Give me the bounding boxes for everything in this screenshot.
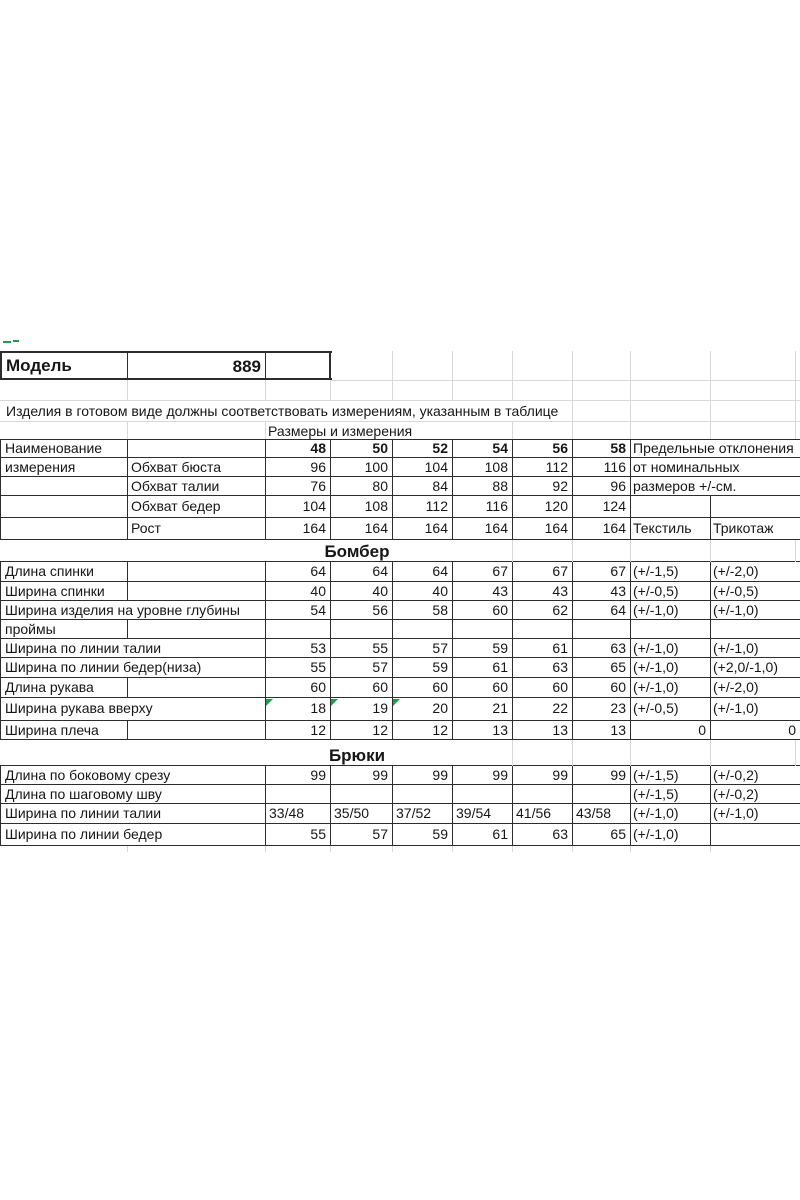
gridline	[127, 846, 128, 852]
value-cell[interactable]: 20	[432, 700, 448, 716]
gridline	[127, 380, 128, 400]
size-column-header[interactable]: 48	[310, 440, 326, 456]
value-cell[interactable]: 12	[372, 722, 388, 738]
value-cell[interactable]: 60	[372, 679, 388, 695]
gridline	[265, 846, 266, 852]
value-cell[interactable]: 164	[484, 520, 508, 536]
measure-label[interactable]: Длина по шаговому шву	[5, 786, 162, 802]
tolerance-cell[interactable]: 0	[698, 722, 706, 738]
value-cell[interactable]: 39/54	[456, 805, 492, 821]
measure-label[interactable]: Ширина по линии талии	[5, 640, 162, 656]
border-line	[127, 678, 128, 698]
tolerance-cell[interactable]: (+/-1,0)	[633, 640, 679, 656]
value-cell[interactable]: 99	[432, 767, 448, 783]
gridline	[795, 740, 796, 766]
value-cell[interactable]: 19	[372, 700, 388, 716]
value-cell[interactable]: 164	[424, 520, 448, 536]
gridline	[452, 846, 453, 852]
value-cell[interactable]: 40	[310, 583, 326, 599]
border-line	[710, 496, 711, 540]
value-cell[interactable]: 84	[432, 478, 448, 494]
value-cell[interactable]: 164	[364, 520, 388, 536]
gridline	[512, 351, 513, 400]
value-cell[interactable]: 55	[372, 640, 388, 656]
tolerance-cell[interactable]: (+/-1,0)	[633, 602, 679, 618]
value-cell[interactable]: 57	[432, 640, 448, 656]
border-line	[0, 845, 800, 846]
border-line	[0, 539, 800, 540]
tolerance-cell[interactable]: (+/-1,0)	[713, 640, 759, 656]
textile-header[interactable]: Текстиль	[633, 520, 692, 536]
value-cell[interactable]: 116	[603, 459, 626, 475]
measure-label[interactable]: Длина спинки	[5, 563, 94, 579]
value-cell[interactable]: 59	[432, 826, 448, 842]
gridline	[330, 846, 331, 852]
gridline	[710, 540, 711, 562]
section-title-bryuki[interactable]: Брюки	[328, 746, 386, 765]
value-cell[interactable]: 96	[610, 478, 626, 494]
green-corner-mark	[13, 340, 19, 342]
value-cell[interactable]: 53	[310, 640, 326, 656]
measure-label[interactable]: Ширина спинки	[5, 583, 105, 599]
tolerance-cell[interactable]: (+/-1,0)	[713, 805, 759, 821]
measure-label[interactable]: Ширина по линии бедер(низа)	[5, 659, 202, 675]
value-cell[interactable]: 55	[310, 659, 326, 675]
border-line	[0, 351, 2, 380]
tolerance-cell[interactable]: (+/-1,0)	[633, 659, 679, 675]
gridline	[330, 380, 800, 381]
value-cell[interactable]: 67	[552, 563, 568, 579]
value-cell[interactable]: 40	[432, 583, 448, 599]
value-cell[interactable]: 18	[310, 700, 326, 716]
tolerance-cell[interactable]: (+/-1,0)	[633, 805, 679, 821]
size-column-header[interactable]: 54	[492, 440, 508, 456]
gridline	[795, 540, 796, 562]
value-cell[interactable]: 80	[372, 478, 388, 494]
cell-note-marker-icon	[266, 699, 273, 706]
value-cell[interactable]: 60	[492, 679, 508, 695]
model-value-cell[interactable]: 889	[232, 357, 261, 376]
border-line	[265, 351, 266, 380]
value-cell[interactable]: 63	[552, 826, 568, 842]
gridline	[795, 351, 796, 439]
value-cell[interactable]: 59	[492, 640, 508, 656]
tolerance-cell[interactable]: (+/-0,2)	[713, 786, 759, 802]
value-cell[interactable]: 59	[432, 659, 448, 675]
border-line	[127, 351, 128, 380]
measure-label[interactable]: Ширина плеча	[5, 722, 99, 738]
tolerance-cell[interactable]: (+/-0,2)	[713, 767, 759, 783]
value-cell[interactable]: 164	[302, 520, 326, 536]
tolerance-cell[interactable]: (+/-2,0)	[713, 563, 759, 579]
border-line	[0, 739, 800, 740]
table-subtitle[interactable]: Размеры и измерения	[268, 423, 413, 439]
gridline	[572, 846, 573, 852]
value-cell[interactable]: 120	[544, 498, 568, 514]
border-line	[630, 439, 631, 540]
model-label-cell[interactable]: Модель	[6, 356, 72, 375]
value-cell[interactable]: 108	[364, 498, 388, 514]
cell-note-marker-icon	[393, 699, 400, 706]
gridline	[572, 740, 573, 766]
tolerance-cell[interactable]: (+/-0,5)	[633, 583, 679, 599]
border-line	[0, 378, 332, 380]
tolerance-cell[interactable]: (+/-2,0)	[713, 679, 759, 695]
value-cell[interactable]: 43	[492, 583, 508, 599]
measure-label[interactable]: Длина по боковому срезу	[5, 767, 171, 783]
border-line	[127, 439, 128, 540]
value-cell[interactable]: 61	[552, 640, 568, 656]
value-cell[interactable]: 12	[310, 722, 326, 738]
value-cell[interactable]: 116	[485, 498, 508, 514]
value-cell[interactable]: 54	[310, 602, 326, 618]
border-line	[0, 562, 1, 740]
measure-label[interactable]: Ширина по линии талии	[5, 805, 162, 821]
border-line	[127, 721, 128, 740]
value-cell[interactable]: 13	[492, 722, 508, 738]
value-cell[interactable]: 112	[425, 498, 448, 514]
value-cell[interactable]: 55	[310, 826, 326, 842]
value-cell[interactable]: 37/52	[396, 805, 432, 821]
measure-label[interactable]: проймы	[5, 621, 56, 637]
value-cell[interactable]: 60	[552, 679, 568, 695]
value-cell[interactable]: 60	[310, 679, 326, 695]
gridline	[265, 421, 266, 439]
gridline	[265, 380, 266, 400]
tolerance-cell[interactable]: (+/-0,5)	[633, 700, 679, 716]
gridline	[512, 421, 513, 439]
border-line	[127, 562, 128, 601]
value-cell[interactable]: 99	[310, 767, 326, 783]
value-cell[interactable]: 104	[302, 498, 326, 514]
border-line	[630, 562, 631, 740]
row-label-cell[interactable]: Обхват бюста	[131, 459, 222, 475]
value-cell[interactable]: 96	[310, 459, 326, 475]
value-cell[interactable]: 164	[602, 520, 626, 536]
border-line	[710, 766, 711, 846]
cell-note-marker-icon	[331, 699, 338, 706]
value-cell[interactable]: 33/48	[269, 805, 305, 821]
tolerance-note[interactable]: размеров +/-см.	[633, 478, 737, 494]
border-line	[0, 619, 800, 620]
green-corner-mark	[3, 341, 11, 343]
value-cell[interactable]: 104	[424, 459, 448, 475]
value-cell[interactable]: 112	[545, 459, 568, 475]
value-cell[interactable]: 22	[552, 700, 568, 716]
tolerance-cell[interactable]: (+/-1,5)	[633, 767, 679, 783]
size-column-header[interactable]: 58	[610, 440, 626, 456]
value-cell[interactable]: 63	[610, 640, 626, 656]
value-cell[interactable]: 99	[492, 767, 508, 783]
value-cell[interactable]: 64	[610, 602, 626, 618]
value-cell[interactable]: 76	[310, 478, 326, 494]
measure-label[interactable]: Ширина рукава вверху	[5, 700, 153, 716]
value-cell[interactable]: 108	[484, 459, 508, 475]
gridline	[630, 846, 631, 852]
border-line	[329, 351, 331, 380]
gridline	[630, 740, 631, 766]
border-line	[0, 766, 1, 846]
gridline	[512, 740, 513, 766]
value-cell[interactable]: 65	[610, 659, 626, 675]
column-header-name-sub[interactable]: измерения	[5, 459, 76, 475]
value-cell[interactable]: 164	[544, 520, 568, 536]
tolerance-cell[interactable]: (+/-1,0)	[633, 826, 679, 842]
tolerance-cell[interactable]: (+/-1,0)	[633, 679, 679, 695]
value-cell[interactable]: 99	[372, 767, 388, 783]
border-line	[710, 562, 711, 740]
gridline	[710, 846, 711, 852]
value-cell[interactable]: 67	[492, 563, 508, 579]
tolerance-note[interactable]: от номинальных	[633, 459, 740, 475]
gridline	[710, 351, 711, 439]
value-cell[interactable]: 13	[552, 722, 568, 738]
value-cell[interactable]: 92	[552, 478, 568, 494]
tolerance-header[interactable]: Предельные отклонения	[633, 440, 794, 456]
gridline	[330, 380, 331, 400]
measure-label[interactable]: Длина рукава	[5, 679, 94, 695]
tolerance-cell[interactable]: (+/-1,5)	[633, 563, 679, 579]
tolerance-cell[interactable]: 0	[788, 722, 796, 738]
value-cell[interactable]: 99	[610, 767, 626, 783]
value-cell[interactable]: 64	[432, 563, 448, 579]
value-cell[interactable]: 35/50	[334, 805, 370, 821]
value-cell[interactable]: 41/56	[516, 805, 552, 821]
value-cell[interactable]: 99	[552, 767, 568, 783]
value-cell[interactable]: 63	[552, 659, 568, 675]
value-cell[interactable]: 64	[372, 563, 388, 579]
value-cell[interactable]: 61	[492, 826, 508, 842]
value-cell[interactable]: 57	[372, 826, 388, 842]
measure-label[interactable]: Ширина изделия на уровне глубины	[5, 602, 240, 618]
tolerance-cell[interactable]: (+/-1,5)	[633, 786, 679, 802]
spec-note[interactable]: Изделия в готовом виде должны соответствовать измерениям, указанным в таблице	[6, 403, 559, 419]
section-title-bomber[interactable]: Бомбер	[324, 542, 390, 561]
value-cell[interactable]: 43/58	[576, 805, 612, 821]
size-column-header[interactable]: 52	[432, 440, 448, 456]
value-cell[interactable]: 124	[602, 498, 626, 514]
gridline	[392, 351, 393, 400]
value-cell[interactable]: 100	[364, 459, 388, 475]
size-column-header[interactable]: 50	[372, 440, 388, 456]
gridline	[127, 421, 128, 439]
value-cell[interactable]: 21	[492, 700, 508, 716]
gridline	[512, 540, 513, 562]
value-cell[interactable]: 60	[610, 679, 626, 695]
value-cell[interactable]: 58	[432, 602, 448, 618]
gridline	[452, 351, 453, 400]
border-line	[0, 439, 1, 540]
value-cell[interactable]: 57	[372, 659, 388, 675]
value-cell[interactable]: 43	[552, 583, 568, 599]
value-cell[interactable]: 23	[610, 700, 626, 716]
value-cell[interactable]: 13	[610, 722, 626, 738]
value-cell[interactable]: 56	[372, 602, 388, 618]
tolerance-cell[interactable]: (+/-1,0)	[713, 602, 759, 618]
border-line	[630, 766, 631, 846]
value-cell[interactable]: 67	[610, 563, 626, 579]
gridline	[0, 400, 800, 401]
tolerance-cell[interactable]: (+2,0/-1,0)	[713, 659, 778, 675]
size-column-header[interactable]: 56	[552, 440, 568, 456]
value-cell[interactable]: 40	[372, 583, 388, 599]
row-label-cell[interactable]: Обхват талии	[131, 478, 220, 494]
measure-label[interactable]: Ширина по линии бедер	[5, 826, 163, 842]
tolerance-cell[interactable]: (+/-0,5)	[713, 583, 759, 599]
value-cell[interactable]: 62	[552, 602, 568, 618]
border-line	[127, 620, 128, 639]
gridline	[572, 351, 573, 439]
gridline	[0, 421, 800, 422]
gridline	[512, 846, 513, 852]
column-header-name[interactable]: Наименование	[5, 440, 103, 456]
value-cell[interactable]: 65	[610, 826, 626, 842]
gridline	[392, 846, 393, 852]
gridline	[630, 351, 631, 439]
gridline	[630, 540, 631, 562]
row-label-cell[interactable]: Рост	[131, 520, 161, 536]
value-cell[interactable]: 43	[610, 583, 626, 599]
value-cell[interactable]: 88	[492, 478, 508, 494]
tolerance-cell[interactable]: (+/-1,0)	[713, 700, 759, 716]
row-label-cell[interactable]: Обхват бедер	[131, 498, 221, 514]
value-cell[interactable]: 61	[492, 659, 508, 675]
value-cell[interactable]: 60	[492, 602, 508, 618]
value-cell[interactable]: 12	[432, 722, 448, 738]
value-cell[interactable]: 64	[310, 563, 326, 579]
gridline	[572, 540, 573, 562]
gridline	[710, 740, 711, 766]
knit-header[interactable]: Трикотаж	[713, 520, 774, 536]
value-cell[interactable]: 60	[432, 679, 448, 695]
border-line	[0, 351, 332, 353]
